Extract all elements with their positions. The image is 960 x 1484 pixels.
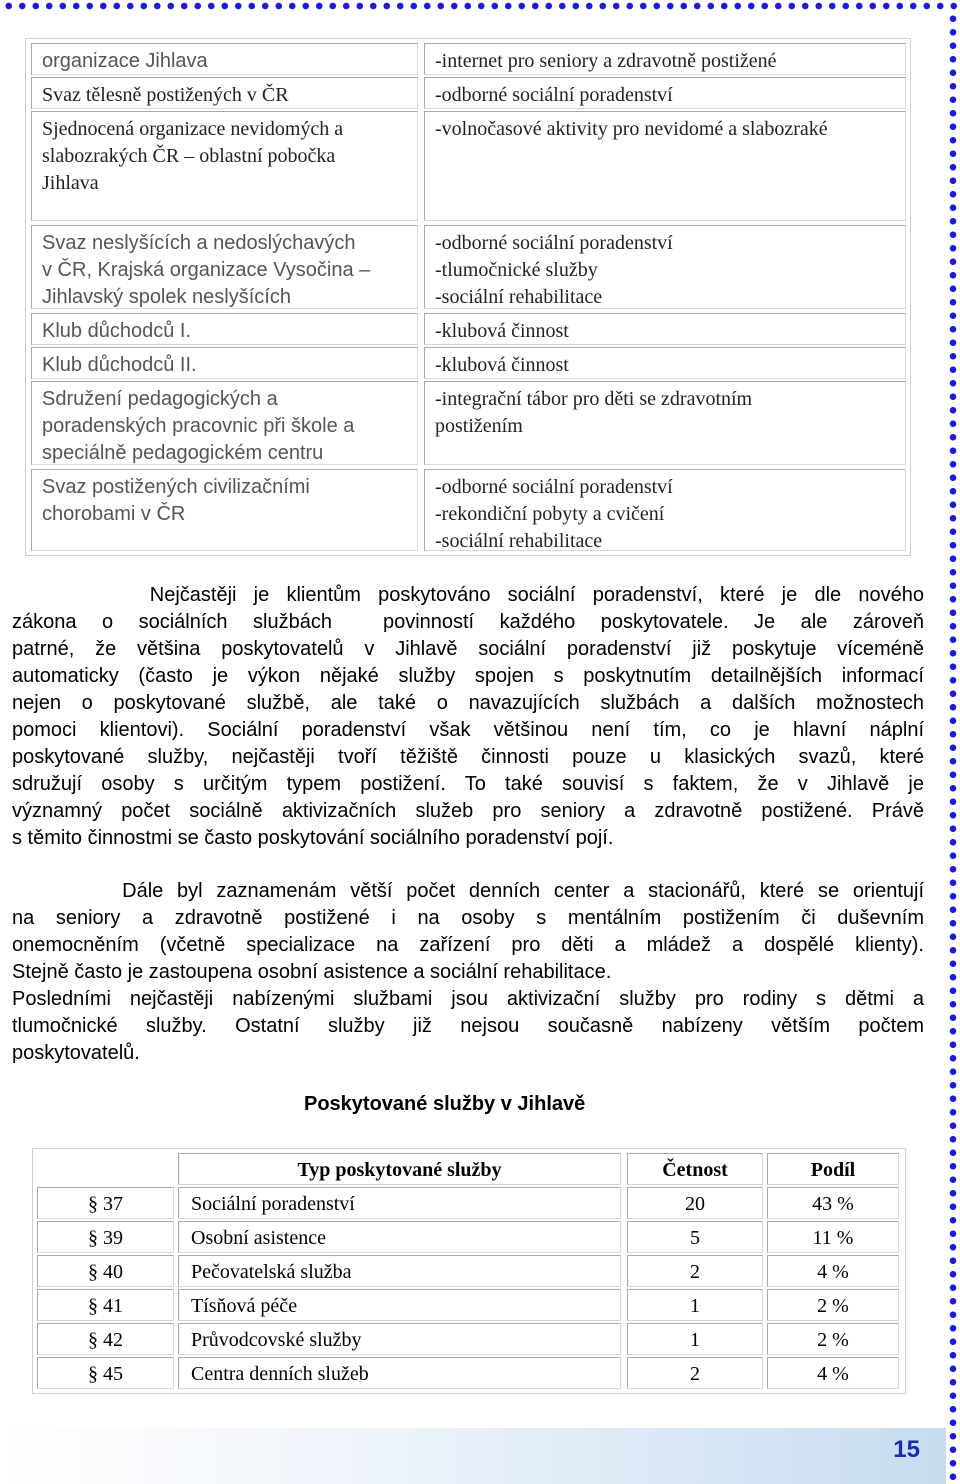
paragraph-social-counseling [12,582,924,852]
decorative-dot-border-top [0,0,960,12]
org-services-cell [424,347,906,379]
org-name-cell [31,381,418,465]
org-service-line: -odborné sociální poradenství [435,232,673,254]
text-line: zákona o sociálních službách povinností každého poskytovatele. Je ale zároveň [12,611,924,633]
service-count: 1 [627,1289,763,1321]
org-name-line: Svaz postižených civilizačními [42,476,310,498]
service-code: § 41 [37,1289,174,1321]
service-name: Pečovatelská služba [178,1255,621,1287]
org-service-line: -integrační tábor pro děti se zdravotním [435,388,753,410]
org-service-line: -internet pro seniory a zdravotně postižené [435,50,777,72]
org-name-cell [31,111,418,221]
service-code: § 39 [37,1221,174,1253]
org-name-line: slabozrakých ČR – oblastní pobočka [42,145,336,167]
org-name-cell [31,43,418,75]
org-name-line: chorobami v ČR [42,503,186,525]
org-name-line: v ČR, Krajská organizace Vysočina – [42,259,371,281]
paragraph-day-centers [12,878,924,1067]
page-number: 15 [893,1436,920,1463]
service-count: 2 [627,1255,763,1287]
service-count: 5 [627,1221,763,1253]
org-services-cell [424,381,906,465]
service-share: 4 % [767,1357,899,1389]
org-services-cell [424,469,906,551]
service-share: 11 % [767,1221,899,1253]
service-count: 2 [627,1357,763,1389]
header-type: Typ poskytované služby [178,1153,621,1185]
org-service-line: -rekondiční pobyty a cvičení [435,503,665,525]
text-line: tlumočnické služby. Ostatní služby již nejsou současně nabízeny větším počtem [12,1015,924,1037]
text-line: sdružují osoby s určitým typem postižení. To také souvisí s faktem, že v Jihlavě je [12,773,924,795]
service-name: Centra denních služeb [178,1357,621,1389]
service-share: 4 % [767,1255,899,1287]
org-name-line: Svaz tělesně postižených v ČR [42,84,289,106]
service-code: § 42 [37,1323,174,1355]
org-name-cell [31,225,418,309]
text-line: pomoci klientovi). Sociální poradenství však většinou není tím, co je hlavní náplní [12,719,924,741]
org-service-line: -odborné sociální poradenství [435,476,673,498]
org-service-line: -tlumočnické služby [435,259,598,281]
service-name: Osobní asistence [178,1221,621,1253]
text-line: Nejčastěji je klientům poskytováno sociální poradenství, které je dle nového [12,584,924,606]
service-name: Tísňová péče [178,1289,621,1321]
text-line: Posledními nejčastěji nabízenými službami jsou aktivizační služby pro rodiny s dětmi a [12,988,924,1010]
text-line: s těmito činnostmi se často poskytování sociálního poradenství pojí. [12,827,614,849]
org-services-cell [424,111,906,221]
service-share: 2 % [767,1323,899,1355]
service-share: 43 % [767,1187,899,1219]
org-services-cell [424,43,906,75]
text-line: poskytovatelů. [12,1042,140,1064]
org-name-cell [31,77,418,109]
service-code: § 40 [37,1255,174,1287]
org-name-line: speciálně pedagogickém centru [42,442,324,464]
header-share: Podíl [767,1153,899,1185]
service-name: Průvodcovské služby [178,1323,621,1355]
org-name-line: Klub důchodců II. [42,354,197,376]
org-name-cell [31,347,418,379]
org-name-cell [31,313,418,345]
org-name-line: poradenských pracovnic při škole a [42,415,355,437]
decorative-dot-border-right [946,12,960,1484]
org-name-cell [31,469,418,551]
org-name-line: Jihlava [42,172,99,194]
org-service-line: -klubová činnost [435,320,569,342]
footer-gradient-bar [0,1428,946,1484]
org-services-cell [424,77,906,109]
text-line: poskytované služby, nejčastěji tvoří těžiště činnosti pouze u klasických svazů, které [12,746,924,768]
org-name-line: organizace Jihlava [42,50,208,72]
org-service-line: -sociální rehabilitace [435,286,603,308]
org-service-line: -volnočasové aktivity pro nevidomé a slabozraké [435,118,828,140]
text-line: automaticky (často je výkon nějaké služby spojen s poskytnutím detailnějších informací [12,665,924,687]
service-name: Sociální poradenství [178,1187,621,1219]
service-count: 20 [627,1187,763,1219]
text-line: Dále byl zaznamenám větší počet denních center a stacionářů, které se orientují [12,880,924,902]
service-share: 2 % [767,1289,899,1321]
header-count: Četnost [627,1153,763,1185]
service-code: § 37 [37,1187,174,1219]
org-service-line: -odborné sociální poradenství [435,84,673,106]
org-name-line: Svaz neslyšících a nedoslýchavých [42,232,356,254]
text-line: významný počet sociálně aktivizačních služeb pro seniory a zdravotně postižené. Právě [12,800,924,822]
text-line: nejen o poskytované službě, ale také o navazujících službách a dalších možnostech [12,692,924,714]
org-services-cell [424,225,906,309]
org-name-line: Sdružení pedagogických a [42,388,278,410]
services-table-title: Poskytované služby v Jihlavě [304,1093,586,1115]
org-name-line: Sjednocená organizace nevidomých a [42,118,344,140]
org-service-line: postižením [435,415,523,437]
text-line: Stejně často je zastoupena osobní asistence a sociální rehabilitace. [12,961,612,983]
text-line: patrné, že většina poskytovatelů v Jihlavě sociální poradenství již poskytuje víceméně [12,638,924,660]
org-service-line: -sociální rehabilitace [435,530,603,552]
text-line: na seniory a zdravotně postižené i na osoby s mentálním postižením či duševním [12,907,924,929]
service-code: § 45 [37,1357,174,1389]
text-line: onemocněním (včetně specializace na zařízení pro děti a mládež a dospělé klienty). [12,934,924,956]
service-count: 1 [627,1323,763,1355]
org-service-line: -klubová činnost [435,354,569,376]
org-name-line: Jihlavský spolek neslyšících [42,286,291,308]
org-name-line: Klub důchodců I. [42,320,191,342]
org-services-cell [424,313,906,345]
